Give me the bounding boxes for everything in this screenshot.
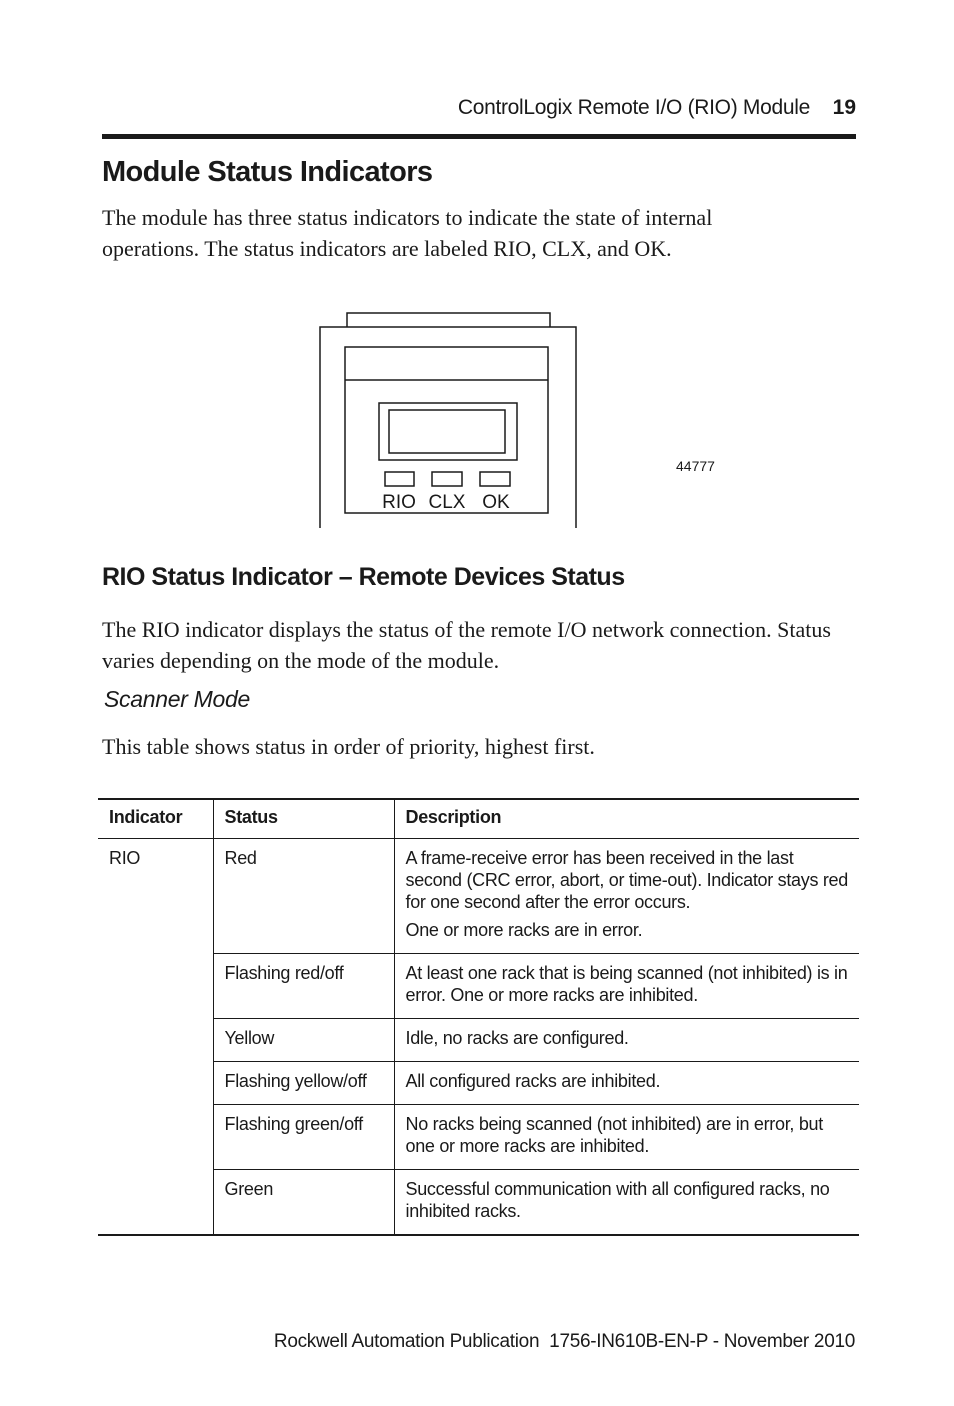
status-cell: Flashing red/off (213, 954, 394, 1019)
table-row (98, 1062, 859, 1105)
table-row (98, 1170, 859, 1236)
publication-footer: Rockwell Automation Publication 1756-IN610B-EN-P - November 2010 (273, 1331, 855, 1352)
display-window (389, 410, 505, 453)
table-header-row (98, 799, 859, 839)
status-cell: Red (213, 839, 394, 954)
column-header-indicator: Indicator (109, 807, 183, 827)
clx-led-label: CLX (428, 492, 466, 513)
display-frame (379, 403, 517, 460)
description-extra-text: One or more racks are in error. (405, 920, 643, 940)
rio-intro-paragraph: The RIO indicator displays the status of the remote I/O network connection. Status varies depending on the mode of the module. (102, 617, 831, 673)
status-cell: Flashing yellow/off (213, 1062, 394, 1105)
description-text: A frame-receive error has been received in the last second (CRC error, abort, or time-out). Indicator stays red for one second after the error occurs. (405, 848, 848, 912)
table-row (98, 1105, 859, 1170)
section-heading-module-status: Module Status Indicators (102, 156, 433, 188)
module-front-diagram (318, 312, 580, 530)
header-rule (102, 134, 856, 139)
description-cell: All configured racks are inhibited. (394, 1062, 859, 1105)
status-cell: Yellow (213, 1019, 394, 1062)
intro-paragraph: The module has three status indicators to indicate the state of internal operations. The status indicators are labeled RIO, CLX, and OK. (102, 205, 713, 261)
indicator-cell: RIO (109, 848, 141, 868)
column-header-description: Description (394, 799, 859, 839)
running-header-title: ControlLogix Remote I/O (RIO) Module (457, 96, 810, 119)
description-cell: Successful communication with all configured racks, no inhibited racks. (394, 1170, 859, 1236)
ok-led-label: OK (482, 492, 510, 513)
status-cell: Green (213, 1170, 394, 1236)
rio-led (385, 472, 414, 486)
module-top-tab (347, 313, 550, 327)
table-row (98, 1019, 859, 1062)
table-row (98, 954, 859, 1019)
description-cell: Idle, no racks are configured. (394, 1019, 859, 1062)
figure-number: 44777 (676, 458, 715, 474)
table-row (98, 839, 859, 954)
description-cell: At least one rack that is being scanned (not inhibited) is in error. One or more racks are inhibited. (394, 954, 859, 1019)
description-cell (394, 839, 859, 954)
rio-status-table (98, 798, 859, 1236)
table-intro-paragraph: This table shows status in order of priority, highest first. (102, 734, 595, 759)
page-number: 19 (832, 96, 856, 119)
clx-led (432, 472, 462, 486)
section-heading-rio-status: RIO Status Indicator – Remote Devices Status (102, 563, 625, 591)
status-cell: Flashing green/off (213, 1105, 394, 1170)
column-header-status: Status (213, 799, 394, 839)
description-cell: No racks being scanned (not inhibited) are in error, but one or more racks are inhibited. (394, 1105, 859, 1170)
subheading-scanner-mode: Scanner Mode (104, 686, 250, 712)
rio-led-label: RIO (382, 492, 416, 513)
ok-led (480, 472, 510, 486)
